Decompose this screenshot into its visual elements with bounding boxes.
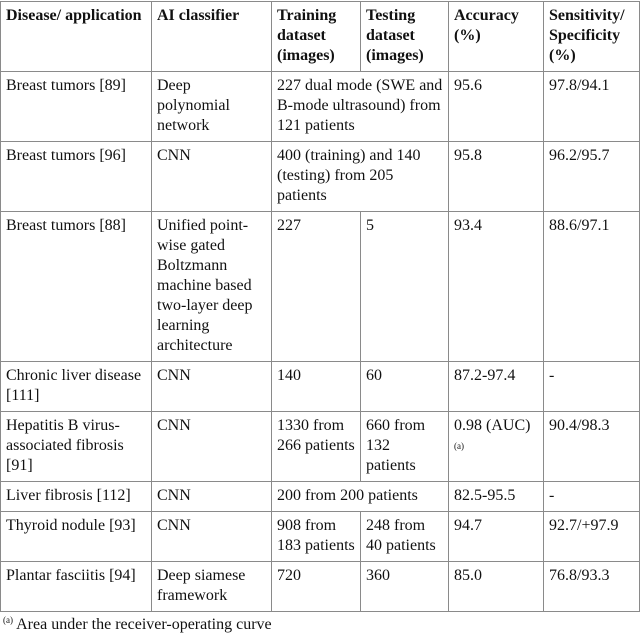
header-classifier: AI classifier (152, 2, 272, 72)
disease-cell: Breast tumors [88] (1, 212, 152, 362)
sensitivity-cell: 97.8/94.1 (544, 72, 640, 142)
sensitivity-cell: 76.8/93.3 (544, 562, 640, 612)
table-row (1, 562, 640, 612)
classifier-cell: CNN (152, 142, 272, 212)
accuracy-cell (449, 412, 544, 482)
accuracy-cell: 85.0 (449, 562, 544, 612)
disease-cell: Liver fibrosis [112] (1, 482, 152, 512)
testing-cell: 5 (361, 212, 449, 362)
testing-cell: 60 (361, 362, 449, 412)
training-cell: 227 (272, 212, 361, 362)
dataset-cell: 200 from 200 patients (272, 482, 449, 512)
dataset-cell: 227 dual mode (SWE and B-mode ultrasound) from 121 patients (272, 72, 449, 142)
table-row (1, 142, 640, 212)
sensitivity-cell: - (544, 362, 640, 412)
sensitivity-cell: - (544, 482, 640, 512)
table-row (1, 72, 640, 142)
footnote-mark: (a) (3, 615, 13, 625)
footnote-text: Area under the receiver-operating curve (16, 616, 272, 633)
disease-cell: Plantar fasciitis [94] (1, 562, 152, 612)
classifier-cell: CNN (152, 482, 272, 512)
sensitivity-cell: 90.4/98.3 (544, 412, 640, 482)
classifier-cell: Deep polynomial network (152, 72, 272, 142)
header-accuracy: Accuracy (%) (449, 2, 544, 72)
testing-cell: 660 from 132 patients (361, 412, 449, 482)
table-row (1, 512, 640, 562)
accuracy-cell: 82.5-95.5 (449, 482, 544, 512)
table-header-row (1, 2, 640, 72)
sensitivity-cell: 92.7/+97.9 (544, 512, 640, 562)
header-disease: Disease/ application (1, 2, 152, 72)
classifier-cell: CNN (152, 362, 272, 412)
disease-cell: Thyroid nodule [93] (1, 512, 152, 562)
training-cell: 1330 from 266 patients (272, 412, 361, 482)
accuracy-cell: 93.4 (449, 212, 544, 362)
header-sensitivity: Sensitivity/ Specificity (%) (544, 2, 640, 72)
footnote-marker: (a) (454, 441, 464, 451)
training-cell: 720 (272, 562, 361, 612)
header-training: Training dataset (images) (272, 2, 361, 72)
sensitivity-cell: 96.2/95.7 (544, 142, 640, 212)
accuracy-cell: 87.2-97.4 (449, 362, 544, 412)
table-row (1, 212, 640, 362)
table-row (1, 482, 640, 512)
testing-cell: 248 from 40 patients (361, 512, 449, 562)
sensitivity-cell: 88.6/97.1 (544, 212, 640, 362)
training-cell: 140 (272, 362, 361, 412)
training-cell: 908 from 183 patients (272, 512, 361, 562)
classifier-cell: CNN (152, 412, 272, 482)
disease-cell: Breast tumors [96] (1, 142, 152, 212)
disease-cell: Chronic liver disease [111] (1, 362, 152, 412)
results-table (0, 1, 640, 612)
disease-cell: Breast tumors [89] (1, 72, 152, 142)
accuracy-cell: 95.8 (449, 142, 544, 212)
accuracy-value: 0.98 (AUC) (454, 417, 531, 434)
testing-cell: 360 (361, 562, 449, 612)
disease-cell: Hepatitis B virus-associated fibrosis [91] (1, 412, 152, 482)
accuracy-cell: 94.7 (449, 512, 544, 562)
dataset-cell: 400 (training) and 140 (testing) from 205 patients (272, 142, 449, 212)
header-testing: Testing dataset (images) (361, 2, 449, 72)
classifier-cell: Unified point-wise gated Boltzmann machine based two-layer deep learning architecture (152, 212, 272, 362)
table-row (1, 412, 640, 482)
table-row (1, 362, 640, 412)
classifier-cell: Deep siamese framework (152, 562, 272, 612)
classifier-cell: CNN (152, 512, 272, 562)
accuracy-cell: 95.6 (449, 72, 544, 142)
